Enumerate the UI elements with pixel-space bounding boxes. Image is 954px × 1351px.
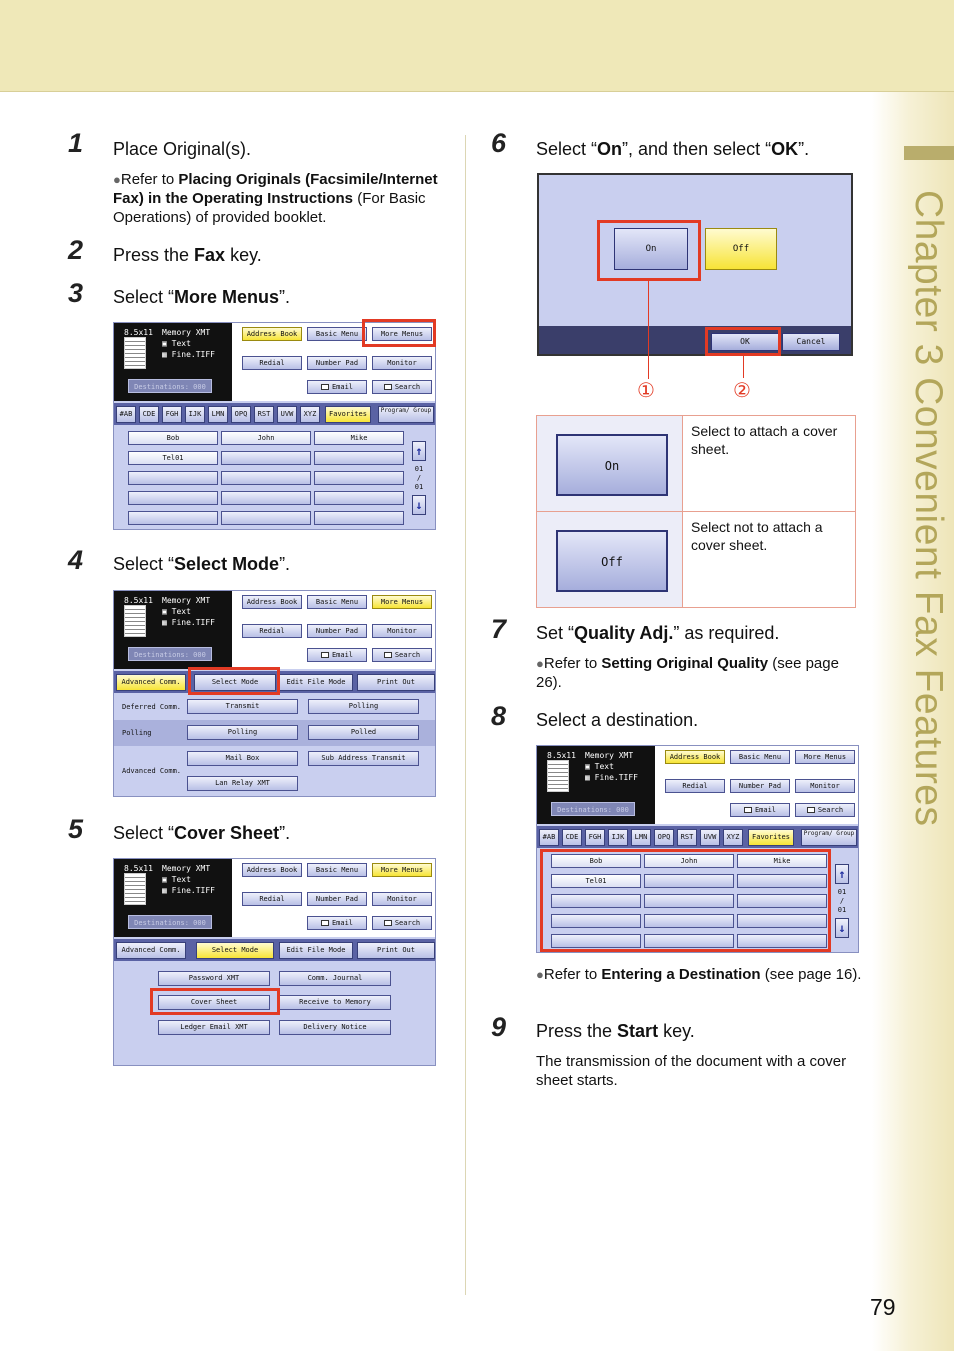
text-mode-icon: ▣ — [162, 607, 172, 616]
contact-tel01[interactable]: Tel01 — [551, 874, 641, 888]
step-text-8: Select a destination. — [536, 710, 699, 730]
tab-select-mode[interactable]: Select Mode — [196, 942, 274, 959]
polling-button[interactable]: Polling — [308, 699, 419, 714]
step-number-1: 1 — [68, 128, 84, 158]
document-icon — [124, 337, 146, 369]
contact-empty[interactable] — [128, 491, 218, 505]
text-mode-icon: ▣ — [585, 762, 595, 771]
step-text-3: Select “More Menus”. — [113, 287, 291, 307]
delivery-notice-button[interactable]: Delivery Notice — [279, 1020, 391, 1035]
text-mode-icon: ▣ — [162, 339, 172, 348]
highlight-more-menus — [362, 319, 436, 347]
tab-print-out[interactable]: Print Out — [357, 674, 435, 691]
book-icon — [384, 652, 392, 658]
callout-2: ② — [733, 380, 751, 402]
more-menus-button[interactable]: More Menus — [372, 863, 432, 877]
row-label-polling: Polling — [122, 729, 152, 737]
step-number-5: 5 — [68, 814, 84, 844]
row-label-deferred: Deferred Comm. — [122, 703, 182, 711]
step-text-6: Select “On”, and then select “OK”. — [536, 139, 810, 159]
more-menus-button[interactable]: More Menus — [372, 327, 432, 341]
redial-button[interactable]: Redial — [242, 892, 302, 906]
step-number-6: 6 — [491, 128, 507, 158]
tab-cde[interactable]: CDE — [562, 829, 582, 846]
tab-fgh[interactable]: FGH — [585, 829, 605, 846]
contact-empty[interactable] — [314, 451, 404, 465]
book-icon — [384, 920, 392, 926]
chapter-title: Chapter 3 Convenient Fax Features — [907, 190, 950, 827]
highlight-select-mode — [188, 667, 280, 695]
off-option-description: Select not to attach a cover sheet. — [683, 512, 856, 608]
tab-uvw[interactable]: UVW — [277, 406, 297, 423]
options-table — [536, 415, 856, 608]
search-button[interactable]: Search — [795, 803, 855, 817]
destinations-button[interactable]: Destinations: 000 — [128, 915, 212, 929]
contact-john[interactable]: John — [221, 431, 311, 445]
chapter-marker — [904, 146, 954, 160]
page-indicator: 01 / 01 — [414, 465, 424, 491]
contact-empty[interactable] — [314, 511, 404, 525]
tab-rst[interactable]: RST — [677, 829, 697, 846]
contact-john[interactable]: John — [644, 854, 734, 868]
fine-icon: ▦ — [585, 773, 595, 782]
step-text-2: Press the Fax key. — [113, 245, 262, 265]
step-number-3: 3 — [68, 278, 84, 308]
number-pad-button[interactable]: Number Pad — [307, 356, 367, 370]
step-text-1: Place Original(s). — [113, 139, 252, 159]
text-mode-icon: ▣ — [162, 875, 172, 884]
contact-empty[interactable] — [221, 471, 311, 485]
contact-mike[interactable]: Mike — [737, 854, 827, 868]
envelope-icon — [744, 807, 752, 813]
highlight-cover-sheet — [150, 988, 280, 1015]
highlight-ok — [705, 327, 781, 356]
off-option-button: Off — [556, 530, 668, 592]
basic-menu-button[interactable]: Basic Menu — [307, 595, 367, 609]
page-number: 79 — [870, 1294, 896, 1320]
tab-lmn[interactable]: LMN — [631, 829, 651, 846]
sub-address-transmit-button[interactable]: Sub Address Transmit — [308, 751, 419, 766]
status-panel: 8.5x11 Memory XMT ▣ Text ▦ Fine.TIFF Destinations: 000 — [537, 746, 655, 824]
mailbox-button[interactable]: Mail Box — [187, 751, 298, 766]
polled-button[interactable]: Polled — [308, 725, 419, 740]
tab-fgh[interactable]: FGH — [162, 406, 182, 423]
callout-line-1 — [648, 281, 649, 379]
callout-line-2 — [743, 356, 744, 378]
email-button[interactable]: Email — [307, 916, 367, 930]
tab-ab[interactable]: #AB — [116, 406, 136, 423]
step-text-4: Select “Select Mode”. — [113, 554, 291, 574]
step-number-2: 2 — [68, 235, 84, 265]
envelope-icon — [321, 920, 329, 926]
ledger-email-button[interactable]: Ledger Email XMT — [158, 1020, 270, 1035]
tab-print-out[interactable]: Print Out — [357, 942, 435, 959]
polling-mode-button[interactable]: Polling — [187, 725, 298, 740]
top-band — [0, 0, 954, 92]
address-book-button[interactable]: Address Book — [242, 327, 302, 341]
tab-cde[interactable]: CDE — [139, 406, 159, 423]
book-icon — [384, 384, 392, 390]
tab-edit-file-mode[interactable]: Edit File Mode — [279, 942, 353, 959]
step-number-4: 4 — [68, 545, 84, 575]
tab-opq[interactable]: OPQ — [654, 829, 674, 846]
more-menus-button[interactable]: More Menus — [372, 595, 432, 609]
step-1-note: ●Refer to Placing Originals (Facsimile/Internet Fax) in the Operating Instructions (For Basic Operations) of provided booklet. — [113, 171, 438, 226]
address-book-button[interactable]: Address Book — [665, 750, 725, 764]
cover-sheet-button[interactable]: Cover Sheet — [158, 995, 270, 1010]
destinations-button[interactable]: Destinations: 000 — [128, 647, 212, 661]
step-number-8: 8 — [491, 701, 507, 731]
status-panel: 8.5x11 Memory XMT ▣ Text ▦ Fine.TIFF Destinations: 000 — [114, 859, 232, 937]
contact-empty[interactable] — [314, 491, 404, 505]
scroll-down-icon[interactable]: ↓ — [835, 918, 849, 938]
redial-button[interactable]: Redial — [242, 356, 302, 370]
fine-icon: ▦ — [162, 886, 172, 895]
tab-edit-file-mode[interactable]: Edit File Mode — [279, 674, 353, 691]
scroll-down-icon[interactable]: ↓ — [412, 495, 426, 515]
callout-1: ① — [637, 380, 655, 402]
contact-empty[interactable] — [128, 471, 218, 485]
step-8-note: ●Refer to Entering a Destination (see page 16). — [536, 966, 862, 983]
monitor-button[interactable]: Monitor — [795, 779, 855, 793]
step-text-5: Select “Cover Sheet”. — [113, 823, 291, 843]
contact-empty[interactable] — [314, 471, 404, 485]
tab-favorites[interactable]: Favorites — [748, 829, 794, 846]
lan-relay-button[interactable]: Lan Relay XMT — [187, 776, 298, 791]
tab-opq[interactable]: OPQ — [231, 406, 251, 423]
book-icon — [807, 807, 815, 813]
number-pad-button[interactable]: Number Pad — [307, 624, 367, 638]
on-button[interactable]: On — [614, 228, 688, 270]
contact-mike[interactable]: Mike — [314, 431, 404, 445]
comm-journal-button[interactable]: Comm. Journal — [279, 971, 391, 986]
highlight-destinations — [540, 849, 831, 952]
address-book-button[interactable]: Address Book — [242, 595, 302, 609]
step-number-9: 9 — [491, 1012, 507, 1042]
scroll-up-icon[interactable]: ↑ — [412, 441, 426, 461]
cancel-button[interactable]: Cancel — [782, 333, 840, 351]
basic-menu-button[interactable]: Basic Menu — [307, 863, 367, 877]
ok-button[interactable]: OK — [711, 333, 779, 351]
contact-bob[interactable]: Bob — [128, 431, 218, 445]
tab-program-group[interactable]: Program/ Group — [378, 406, 434, 423]
redial-button[interactable]: Redial — [242, 624, 302, 638]
search-button[interactable]: Search — [372, 648, 432, 662]
off-button[interactable]: Off — [705, 228, 777, 270]
row-label-advanced: Advanced Comm. — [122, 767, 182, 775]
contact-empty[interactable] — [221, 511, 311, 525]
search-button[interactable]: Search — [372, 916, 432, 930]
tab-lmn[interactable]: LMN — [208, 406, 228, 423]
step-text-7: Set “Quality Adj.” as required. — [536, 623, 780, 643]
tab-favorites[interactable]: Favorites — [325, 406, 371, 423]
email-button[interactable]: Email — [307, 380, 367, 394]
contact-empty[interactable] — [221, 491, 311, 505]
tab-xyz[interactable]: XYZ — [723, 829, 743, 846]
monitor-button[interactable]: Monitor — [372, 624, 432, 638]
contact-empty[interactable] — [221, 451, 311, 465]
more-menus-button[interactable]: More Menus — [795, 750, 855, 764]
document-icon — [124, 873, 146, 905]
tab-ijk[interactable]: IJK — [608, 829, 628, 846]
tab-rst[interactable]: RST — [254, 406, 274, 423]
email-button[interactable]: Email — [307, 648, 367, 662]
search-button[interactable]: Search — [372, 380, 432, 394]
tab-ab[interactable]: #AB — [539, 829, 559, 846]
column-divider — [465, 135, 466, 1295]
tab-advanced-comm[interactable]: Advanced Comm. — [116, 674, 186, 691]
scroll-up-icon[interactable]: ↑ — [835, 864, 849, 884]
address-book-button[interactable]: Address Book — [242, 863, 302, 877]
contact-bob[interactable]: Bob — [551, 854, 641, 868]
envelope-icon — [321, 652, 329, 658]
tab-xyz[interactable]: XYZ — [300, 406, 320, 423]
fine-icon: ▦ — [162, 618, 172, 627]
number-pad-button[interactable]: Number Pad — [307, 892, 367, 906]
contact-tel01[interactable]: Tel01 — [128, 451, 218, 465]
basic-menu-button[interactable]: Basic Menu — [730, 750, 790, 764]
receive-to-memory-button[interactable]: Receive to Memory — [279, 995, 391, 1010]
highlight-on — [597, 220, 701, 281]
monitor-button[interactable]: Monitor — [372, 356, 432, 370]
email-button[interactable]: Email — [730, 803, 790, 817]
fax-screen-step5 — [113, 858, 436, 1066]
contact-empty[interactable] — [128, 511, 218, 525]
tab-uvw[interactable]: UVW — [700, 829, 720, 846]
fax-screen-step3 — [113, 322, 436, 530]
tab-program-group[interactable]: Program/ Group — [801, 829, 857, 846]
destinations-button[interactable]: Destinations: 000 — [128, 379, 212, 393]
number-pad-button[interactable]: Number Pad — [730, 779, 790, 793]
document-icon — [547, 760, 569, 792]
envelope-icon — [321, 384, 329, 390]
page-indicator: 01 / 01 — [837, 888, 847, 914]
on-option-description: Select to attach a cover sheet. — [683, 416, 856, 512]
on-option-button: On — [556, 434, 668, 496]
redial-button[interactable]: Redial — [665, 779, 725, 793]
step-number-7: 7 — [491, 614, 507, 644]
step-text-9: Press the Start key. — [536, 1021, 695, 1041]
destinations-button[interactable]: Destinations: 000 — [551, 802, 635, 816]
status-panel: 8.5x11 Memory XMT ▣ Text ▦ Fine.TIFF Destinations: 000 — [114, 323, 232, 401]
table-row — [537, 512, 856, 608]
table-row — [537, 416, 856, 512]
step-7-note: ●Refer to Setting Original Quality (see page 26). — [536, 655, 839, 691]
status-panel: 8.5x11 Memory XMT ▣ Text ▦ Fine.TIFF Destinations: 000 — [114, 591, 232, 669]
password-xmt-button[interactable]: Password XMT — [158, 971, 270, 986]
tab-select-mode[interactable]: Select Mode — [194, 674, 276, 691]
transmit-button[interactable]: Transmit — [187, 699, 298, 714]
monitor-button[interactable]: Monitor — [372, 892, 432, 906]
fine-icon: ▦ — [162, 350, 172, 359]
basic-menu-button[interactable]: Basic Menu — [307, 327, 367, 341]
tab-ijk[interactable]: IJK — [185, 406, 205, 423]
tab-advanced-comm[interactable]: Advanced Comm. — [116, 942, 186, 959]
document-icon — [124, 605, 146, 637]
step-9-note: The transmission of the document with a cover sheet starts. — [536, 1053, 847, 1089]
